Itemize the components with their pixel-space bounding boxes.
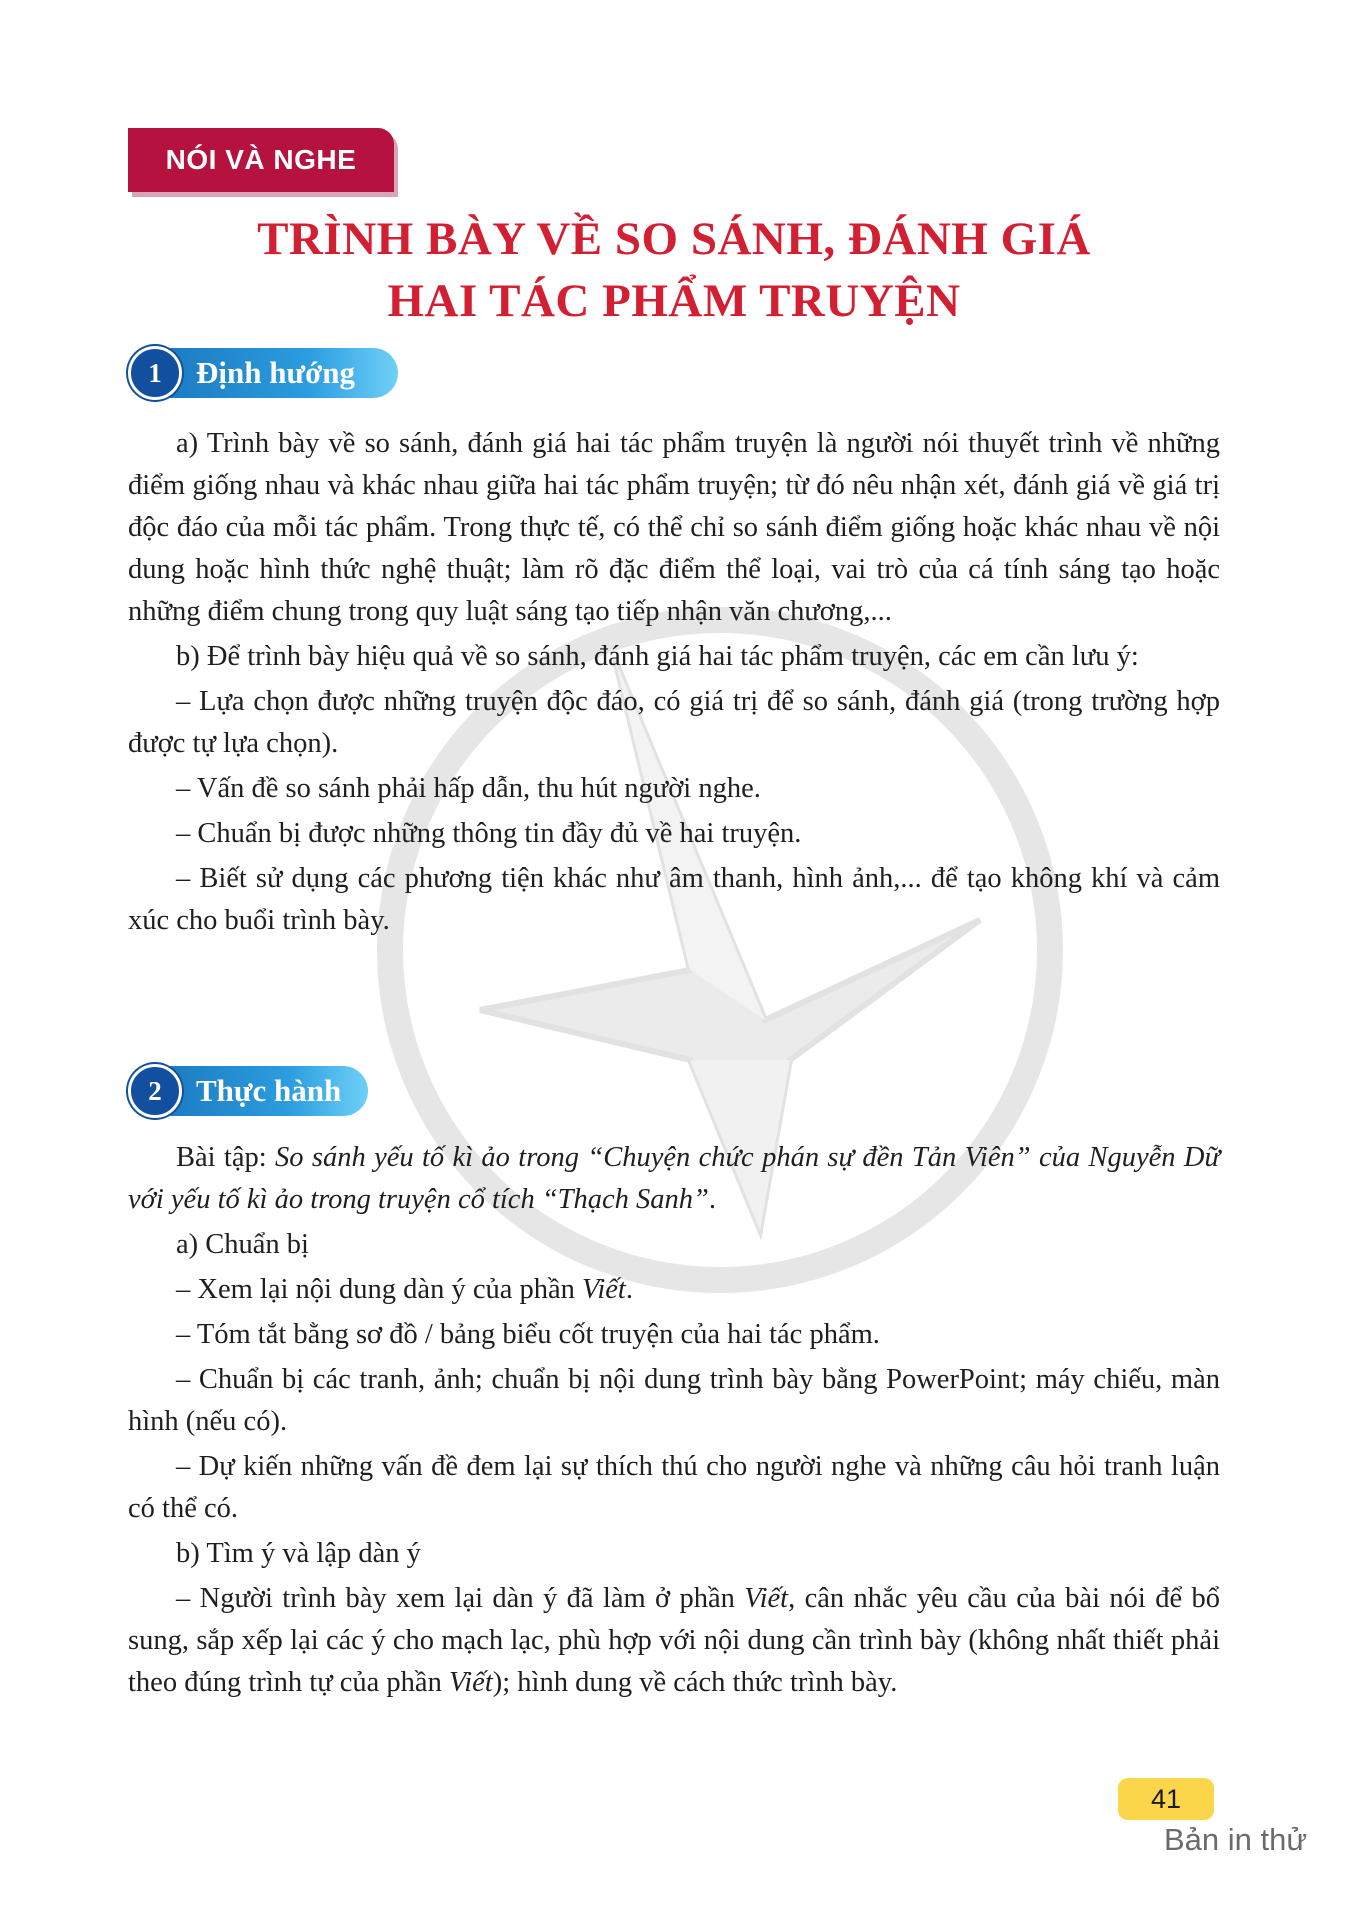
list-item: – Lựa chọn được những truyện độc đáo, có giá trị để so sánh, đánh giá (trong trường hợp được tự lựa chọn). — [128, 686, 1220, 759]
subheading: a) Chuẩn bị — [176, 1229, 309, 1260]
page-title — [128, 208, 1220, 332]
print-proof-note: Bản in thử — [1164, 1822, 1308, 1857]
list-item: – Chuẩn bị các tranh, ảnh; chuẩn bị nội dung trình bày bằng PowerPoint; máy chiếu, màn hình (nếu có). — [128, 1364, 1220, 1437]
list-item: – Tóm tắt bằng sơ đồ / bảng biểu cốt truyện của hai tác phẩm. — [176, 1319, 880, 1350]
section-heading-label: Thực hành — [196, 1073, 342, 1108]
list-item: – Vấn đề so sánh phải hấp dẫn, thu hút người nghe. — [176, 773, 761, 804]
subheading: b) Tìm ý và lập dàn ý — [176, 1538, 421, 1569]
title-line-2: HAI TÁC PHẨM TRUYỆN — [387, 275, 961, 327]
section-2-body — [128, 1137, 1220, 1704]
section-heading-label: Định hướng — [196, 355, 355, 390]
section-heading-2 — [128, 1066, 341, 1116]
page-number-badge: 41 — [1118, 1778, 1214, 1820]
exercise-paragraph: Bài tập: So sánh yếu tố kì ảo trong “Chuyện chức phán sự đền Tản Viên” của Nguyễn Dữ với yếu tố kì ảo trong truyện cổ tích “Thạch Sanh”. — [128, 1142, 1220, 1215]
list-item: – Chuẩn bị được những thông tin đầy đủ về hai truyện. — [176, 818, 802, 849]
paragraph: b) Để trình bày hiệu quả về so sánh, đánh giá hai tác phẩm truyện, các em cần lưu ý: — [176, 641, 1139, 672]
paragraph: a) Trình bày về so sánh, đánh giá hai tác phẩm truyện là người nói thuyết trình về những điểm giống nhau và khác nhau giữa hai tác phẩm truyện; từ đó nêu nhận xét, đánh giá về giá trị độc đáo của mỗi tác phẩm. Trong thực tế, có thể chỉ so sánh điểm giống hoặc khác nhau về nội dung hoặc hình thức nghệ thuật; làm rõ đặc điểm thể loại, vai trò của cá tính sáng tạo hoặc những điểm chung trong quy luật sáng tạo tiếp nhận văn chương,... — [128, 428, 1220, 627]
exercise-title: So sánh yếu tố kì ảo trong “Chuyện chức phán sự đền Tản Viên” của Nguyễn Dữ với yếu tố kì ảo trong truyện cổ tích “Thạch Sanh” — [128, 1142, 1220, 1215]
list-item: – Xem lại nội dung dàn ý của phần Viết. — [176, 1274, 633, 1305]
section-number-badge: 1 — [128, 346, 182, 400]
list-item: – Biết sử dụng các phương tiện khác như âm thanh, hình ảnh,... để tạo không khí và cảm xúc cho buổi trình bày. — [128, 863, 1220, 936]
list-item: – Người trình bày xem lại dàn ý đã làm ở phần Viết, cân nhắc yêu cầu của bài nói để bổ sung, sắp xếp lại các ý cho mạch lạc, phù hợp với nội dung cần trình bày (không nhất thiết phải theo đúng trình tự của phần Viết); hình dung về cách thức trình bày. — [128, 1583, 1220, 1698]
section-number-badge: 2 — [128, 1064, 182, 1118]
title-line-1: TRÌNH BÀY VỀ SO SÁNH, ĐÁNH GIÁ — [257, 213, 1091, 265]
section-heading-1 — [128, 348, 355, 398]
list-item: – Dự kiến những vấn đề đem lại sự thích thú cho người nghe và những câu hỏi tranh luận có thể có. — [128, 1451, 1220, 1524]
section-tag: NÓI VÀ NGHE — [128, 128, 394, 192]
section-1-body — [128, 423, 1220, 942]
